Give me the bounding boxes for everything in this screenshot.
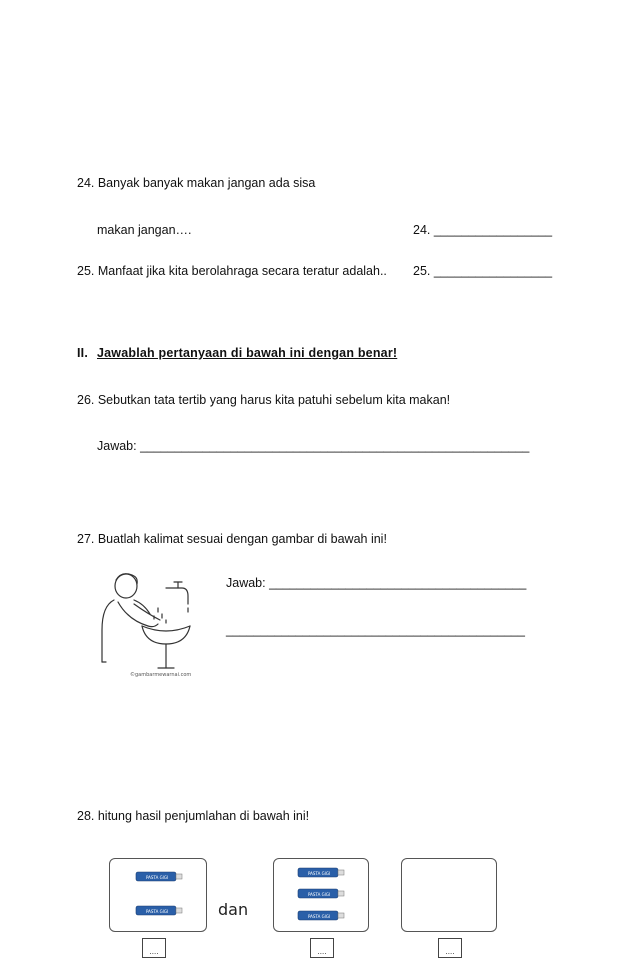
toothpaste-icon xyxy=(296,886,346,900)
toothpaste-box-2 xyxy=(273,858,369,932)
q24-answer-line[interactable]: 24. _________________ xyxy=(413,223,553,237)
q25-answer-line[interactable]: 25. _________________ xyxy=(413,264,553,278)
q24-line1: 24. Banyak banyak makan jangan ada sisa xyxy=(77,176,316,190)
toothpaste-box-1 xyxy=(109,858,207,932)
blank-box-2[interactable]: .... xyxy=(310,938,334,958)
section-title: Jawablah pertanyaan di bawah ini dengan benar! xyxy=(97,346,398,360)
q27-answer-line2[interactable]: ___________________________________________ xyxy=(226,623,525,637)
toothpaste-label: PASTA GIGI xyxy=(146,909,169,914)
toothpaste-label: PASTA GIGI xyxy=(308,871,331,876)
image-credit: ©gambarmewarnai.com xyxy=(130,672,192,678)
q26-answer-line[interactable]: Jawab: ________________________________________________________ xyxy=(97,439,530,453)
toothpaste-icon xyxy=(134,903,184,917)
q27-text: 27. Buatlah kalimat sesuai dengan gambar di bawah ini! xyxy=(77,532,387,546)
toothpaste-label: PASTA GIGI xyxy=(146,875,169,880)
handwashing-illustration xyxy=(94,568,214,678)
q26-text: 26. Sebutkan tata tertib yang harus kita patuhi sebelum kita makan! xyxy=(77,393,451,407)
connector-dan: dan xyxy=(218,900,249,919)
blank-box-1[interactable]: .... xyxy=(142,938,166,958)
toothpaste-icon xyxy=(134,869,184,883)
answer-box[interactable] xyxy=(401,858,497,932)
section-number: II. xyxy=(77,346,89,360)
q24-line2: makan jangan…. xyxy=(97,223,192,237)
q25-text: 25. Manfaat jika kita berolahraga secara teratur adalah.. xyxy=(77,264,387,278)
toothpaste-label: PASTA GIGI xyxy=(308,914,331,919)
toothpaste-icon xyxy=(296,908,346,922)
blank-box-3[interactable]: .... xyxy=(438,938,462,958)
q27-answer-line1[interactable]: Jawab: _____________________________________ xyxy=(226,576,527,590)
toothpaste-icon xyxy=(296,865,346,879)
toothpaste-label: PASTA GIGI xyxy=(308,892,331,897)
q28-text: 28. hitung hasil penjumlahan di bawah ini! xyxy=(77,809,310,823)
